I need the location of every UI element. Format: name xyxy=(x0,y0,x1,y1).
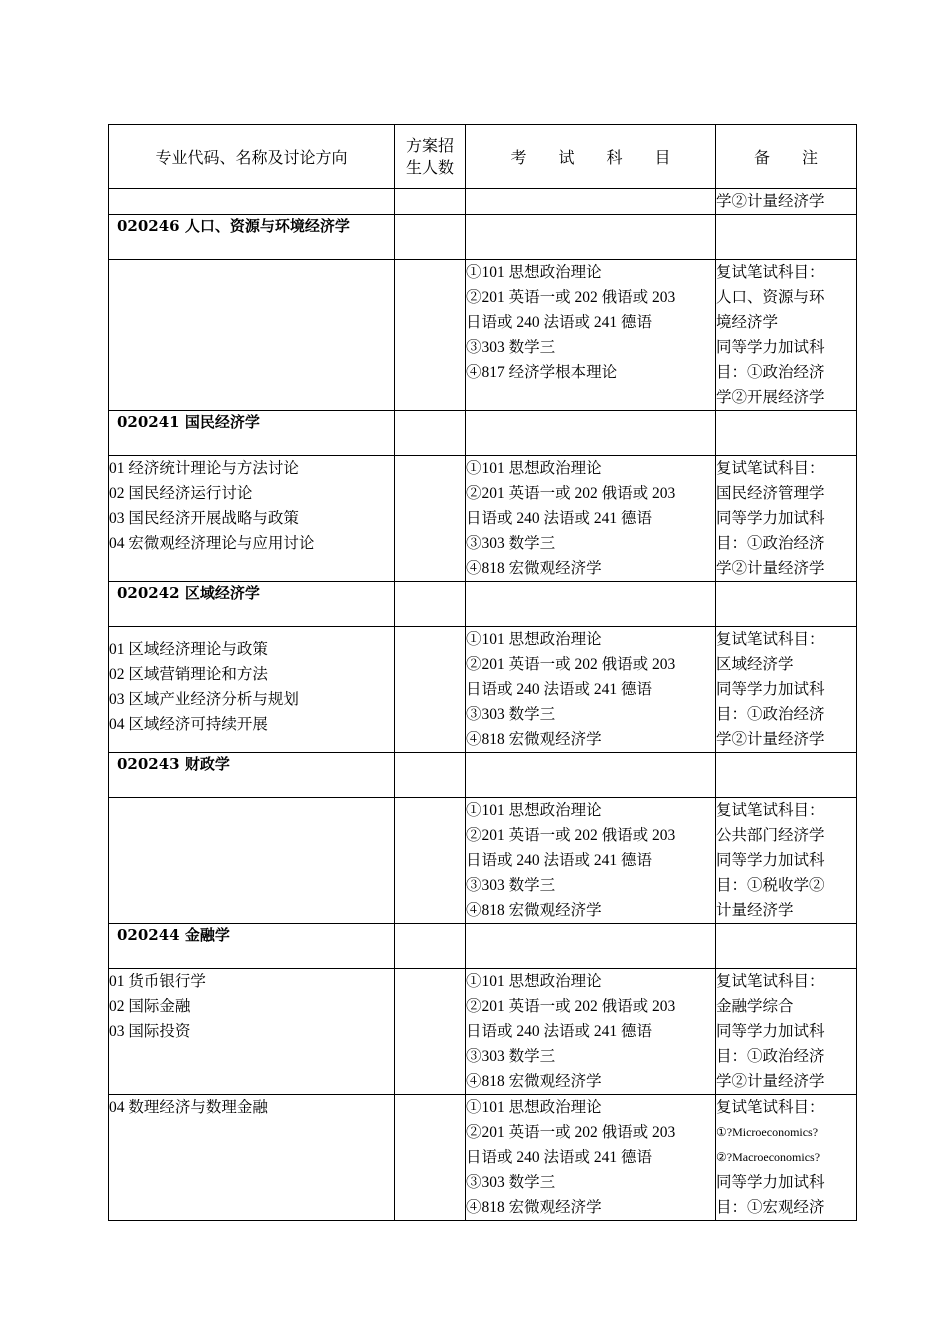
note-line: 复试笔试科目： xyxy=(716,973,825,990)
direction-line: 01 货币银行学 xyxy=(109,973,206,990)
subject-line: ④818 宏微观经济学 xyxy=(466,902,602,919)
header-quota-line1: 方案招 xyxy=(405,135,454,155)
note-line: 同等学力加试科 xyxy=(716,339,825,356)
table-row xyxy=(109,627,857,753)
subject-line: ①101 思想政治理论 xyxy=(466,1099,602,1116)
directions-cell xyxy=(109,260,395,411)
section-header-row xyxy=(109,582,857,627)
subject-line: ②201 英语一或 202 俄语或 203 xyxy=(466,827,676,844)
note-line: 区域经济学 xyxy=(716,656,794,673)
table-row xyxy=(109,798,857,924)
subject-line: 日语或 240 法语或 241 德语 xyxy=(466,314,653,331)
notes-cell xyxy=(716,1095,857,1221)
table-row xyxy=(109,456,857,582)
subject-line: 日语或 240 法语或 241 德语 xyxy=(466,681,653,698)
table-header-row xyxy=(109,125,857,189)
subject-line: ④818 宏微观经济学 xyxy=(466,1073,602,1090)
subject-line: ③303 数学三 xyxy=(466,1048,556,1065)
subject-line: ③303 数学三 xyxy=(466,877,556,894)
note-line: 同等学力加试科 xyxy=(716,1023,825,1040)
notes-cell xyxy=(716,969,857,1095)
section-header-row xyxy=(109,753,857,798)
subject-line: ②201 英语一或 202 俄语或 203 xyxy=(466,289,676,306)
note-line: 目：①政治经济 xyxy=(716,706,825,723)
note-line: 同等学力加试科 xyxy=(716,681,825,698)
section-header-row xyxy=(109,215,857,260)
direction-line: 04 数理经济与数理金融 xyxy=(109,1099,268,1116)
subject-line: ④818 宏微观经济学 xyxy=(466,731,602,748)
note-line: 同等学力加试科 xyxy=(716,852,825,869)
enrollment-table xyxy=(108,124,857,1221)
subject-line: ②201 英语一或 202 俄语或 203 xyxy=(466,1124,676,1141)
note-line: 复试笔试科目： xyxy=(716,802,825,819)
subjects-cell xyxy=(466,1095,716,1221)
subject-line: 日语或 240 法语或 241 德语 xyxy=(466,852,653,869)
note-line: 复试笔试科目： xyxy=(716,1099,825,1116)
notes-cell xyxy=(716,260,857,411)
subject-line: 日语或 240 法语或 241 德语 xyxy=(466,510,653,527)
direction-line: 02 国民经济运行讨论 xyxy=(109,485,253,502)
table-row xyxy=(109,189,857,215)
direction-line: 03 国民经济开展战略与政策 xyxy=(109,510,299,527)
directions-cell xyxy=(109,456,395,582)
note-line: 同等学力加试科 xyxy=(716,510,825,527)
header-major: 专业代码、名称及讨论方向 xyxy=(109,125,395,189)
subject-line: ①101 思想政治理论 xyxy=(466,973,602,990)
notes-cell xyxy=(716,627,857,753)
direction-line: 04 区域经济可持续开展 xyxy=(109,715,268,733)
section-header-row xyxy=(109,411,857,456)
direction-line: 04 宏微观经济理论与应用讨论 xyxy=(109,535,315,552)
section-name: 020243 财政学 xyxy=(109,753,395,798)
note-line: 目：①税收学② xyxy=(716,877,825,894)
subject-line: ②201 英语一或 202 俄语或 203 xyxy=(466,998,676,1015)
subject-line: ④818 宏微观经济学 xyxy=(466,1199,602,1216)
section-name: 020241 国民经济学 xyxy=(109,411,395,456)
table-row xyxy=(109,969,857,1095)
subjects-cell xyxy=(466,969,716,1095)
table-row xyxy=(109,1095,857,1221)
direction-line: 02 区域营销理论和方法 xyxy=(109,665,268,683)
subjects-cell xyxy=(466,456,716,582)
header-quota xyxy=(395,125,466,189)
note-line: 金融学综合 xyxy=(716,998,794,1015)
subject-line: ③303 数学三 xyxy=(466,1174,556,1191)
section-name: 020246 人口、资源与环境经济学 xyxy=(109,215,395,260)
subject-line: ④818 宏微观经济学 xyxy=(466,560,602,577)
header-notes: 备 注 xyxy=(716,125,857,189)
direction-line: 02 国际金融 xyxy=(109,998,191,1015)
note-line: 计量经济学 xyxy=(716,902,794,919)
section-name: 020244 金融学 xyxy=(109,924,395,969)
subject-line: 日语或 240 法语或 241 德语 xyxy=(466,1023,653,1040)
note-line: 同等学力加试科 xyxy=(716,1174,825,1191)
subjects-cell xyxy=(466,798,716,924)
note-line: 目：①宏观经济 xyxy=(716,1199,825,1216)
subject-line: ②201 英语一或 202 俄语或 203 xyxy=(466,656,676,673)
directions-cell xyxy=(109,627,395,753)
note-line: 学②计量经济学 xyxy=(716,731,825,748)
subject-line: ④817 经济学根本理论 xyxy=(466,364,618,381)
header-subjects: 考 试 科 目 xyxy=(466,125,716,189)
note-line: 复试笔试科目： xyxy=(716,460,825,477)
direction-line: 01 区域经济理论与政策 xyxy=(109,640,268,658)
subject-line: ③303 数学三 xyxy=(466,535,556,552)
note-line: 学②计量经济学 xyxy=(716,1073,825,1090)
note-line: 目：①政治经济 xyxy=(716,1048,825,1065)
subject-line: ③303 数学三 xyxy=(466,339,556,356)
notes-cell xyxy=(716,798,857,924)
subject-line: 日语或 240 法语或 241 德语 xyxy=(466,1149,653,1166)
note-line: 复试笔试科目： xyxy=(716,264,825,281)
direction-line: 03 区域产业经济分析与规划 xyxy=(109,690,299,708)
note-line: 国民经济管理学 xyxy=(716,485,825,502)
section-header-row xyxy=(109,924,857,969)
note-line: 学②开展经济学 xyxy=(716,389,825,406)
table-row xyxy=(109,260,857,411)
subject-line: ③303 数学三 xyxy=(466,706,556,723)
subject-line: ①101 思想政治理论 xyxy=(466,631,602,648)
note-line: 学②计量经济学 xyxy=(716,193,825,210)
directions-cell xyxy=(109,1095,395,1221)
note-line: 人口、资源与环 xyxy=(716,289,825,306)
directions-cell xyxy=(109,798,395,924)
directions-cell xyxy=(109,969,395,1095)
note-line: ①?Microeconomics? xyxy=(716,1125,819,1139)
section-name: 020242 区域经济学 xyxy=(109,582,395,627)
note-line: 境经济学 xyxy=(716,314,779,331)
direction-line: 01 经济统计理论与方法讨论 xyxy=(109,460,299,477)
header-quota-line2: 生人数 xyxy=(405,157,454,177)
note-line: 公共部门经济学 xyxy=(716,827,825,844)
note-line: 复试笔试科目： xyxy=(716,631,825,648)
subjects-cell xyxy=(466,260,716,411)
note-line: ②?Macroeconomics? xyxy=(716,1150,821,1164)
note-line: 目：①政治经济 xyxy=(716,364,825,381)
note-line: 学②计量经济学 xyxy=(716,560,825,577)
subject-line: ①101 思想政治理论 xyxy=(466,460,602,477)
subjects-cell xyxy=(466,627,716,753)
note-line: 目：①政治经济 xyxy=(716,535,825,552)
subject-line: ①101 思想政治理论 xyxy=(466,264,602,281)
subject-line: ②201 英语一或 202 俄语或 203 xyxy=(466,485,676,502)
notes-cell xyxy=(716,456,857,582)
subject-line: ①101 思想政治理论 xyxy=(466,802,602,819)
direction-line: 03 国际投资 xyxy=(109,1023,191,1040)
